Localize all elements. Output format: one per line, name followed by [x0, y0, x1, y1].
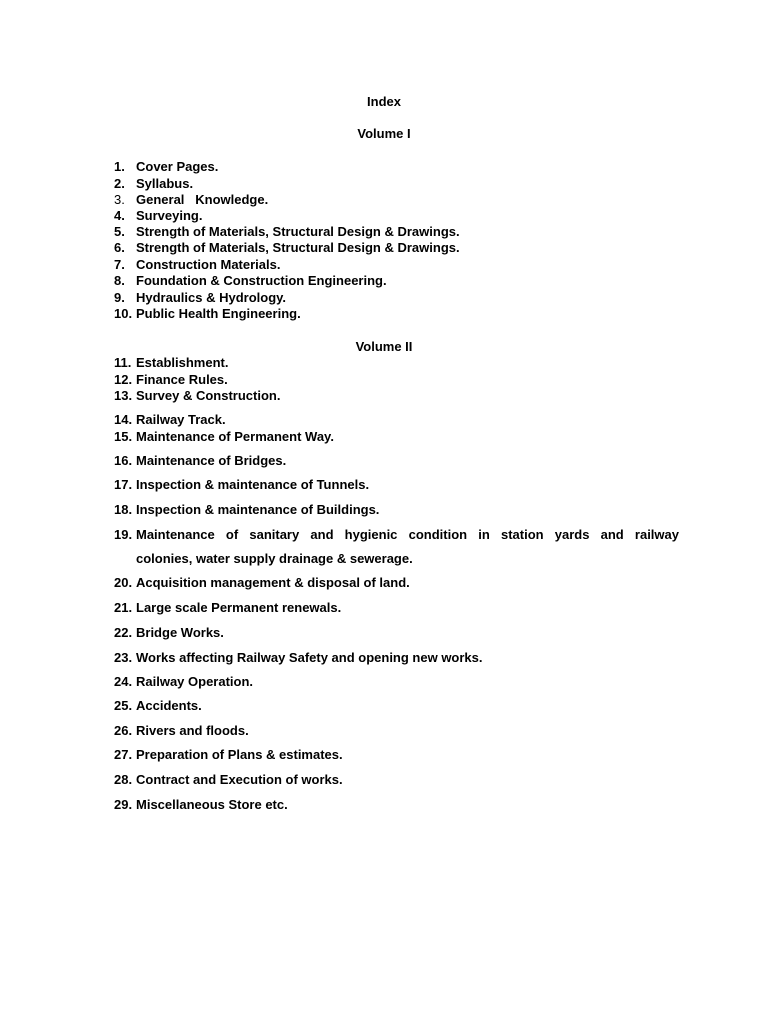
- volume-2-heading: Volume II: [355, 339, 413, 354]
- item-number: 27.: [114, 747, 133, 762]
- item-text: Railway Track.: [136, 412, 226, 427]
- item-number: 15.: [114, 429, 133, 444]
- item-number: 4.: [114, 208, 125, 223]
- item-number: 8.: [114, 273, 125, 288]
- item-text: Railway Operation.: [136, 674, 254, 689]
- item-text: Preparation of Plans & estimates.: [136, 747, 343, 762]
- item-number: 3.: [114, 192, 125, 207]
- item-text: Strength of Materials, Structural Design & Drawings.: [136, 224, 460, 239]
- item-text: Maintenance of sanitary and hygienic condition in station yards and railway: [136, 527, 679, 542]
- list-item-continuation: colonies, water supply drainage & sewerage.: [136, 551, 413, 566]
- item-text: Rivers and floods.: [136, 723, 249, 738]
- item-text: Public Health Engineering.: [136, 306, 301, 321]
- item-number: 17.: [114, 477, 133, 492]
- item-number: 14.: [114, 412, 133, 427]
- item-number: 11.: [114, 355, 132, 370]
- item-text: Contract and Execution of works.: [136, 772, 343, 787]
- item-text: Inspection & maintenance of Buildings.: [136, 502, 380, 517]
- item-text: Acquisition management & disposal of land.: [136, 575, 410, 590]
- item-text: Establishment.: [136, 355, 229, 370]
- item-number: 25.: [114, 698, 133, 713]
- item-text: Bridge Works.: [136, 625, 224, 640]
- item-number: 10.: [114, 306, 133, 321]
- item-number: 5.: [114, 224, 125, 239]
- item-text: Survey & Construction.: [136, 388, 281, 403]
- item-number: 9.: [114, 290, 125, 305]
- item-number: 28.: [114, 772, 133, 787]
- volume-1-heading: Volume I: [357, 126, 411, 141]
- item-number: 26.: [114, 723, 133, 738]
- item-number: 2.: [114, 176, 125, 191]
- item-number: 29.: [114, 797, 133, 812]
- item-number: 18.: [114, 502, 133, 517]
- item-number: 6.: [114, 240, 125, 255]
- item-number: 13.: [114, 388, 133, 403]
- item-text: General Knowledge.: [136, 192, 269, 207]
- item-text: Surveying.: [136, 208, 203, 223]
- item-number: 20.: [114, 575, 133, 590]
- item-text: Syllabus.: [136, 176, 194, 191]
- item-number: 23.: [114, 650, 133, 665]
- item-text: Cover Pages.: [136, 159, 219, 174]
- item-number: 24.: [114, 674, 133, 689]
- item-text: Maintenance of Bridges.: [136, 453, 287, 468]
- item-number: 16.: [114, 453, 133, 468]
- item-text: Construction Materials.: [136, 257, 281, 272]
- item-number: 19.: [114, 527, 133, 542]
- item-text: Finance Rules.: [136, 372, 228, 387]
- item-text: Inspection & maintenance of Tunnels.: [136, 477, 370, 492]
- item-text: Miscellaneous Store etc.: [136, 797, 288, 812]
- page-title: Index: [367, 94, 401, 109]
- item-text: Large scale Permanent renewals.: [136, 600, 342, 615]
- item-text: Foundation & Construction Engineering.: [136, 273, 387, 288]
- item-text: Works affecting Railway Safety and opening new works.: [136, 650, 483, 665]
- item-number: 12.: [114, 372, 133, 387]
- item-text: Accidents.: [136, 698, 202, 713]
- item-number: 21.: [114, 600, 133, 615]
- item-number: 1.: [114, 159, 125, 174]
- item-text: Maintenance of Permanent Way.: [136, 429, 334, 444]
- item-number: 22.: [114, 625, 133, 640]
- item-text: Strength of Materials, Structural Design & Drawings.: [136, 240, 460, 255]
- item-number: 7.: [114, 257, 125, 272]
- item-text: Hydraulics & Hydrology.: [136, 290, 287, 305]
